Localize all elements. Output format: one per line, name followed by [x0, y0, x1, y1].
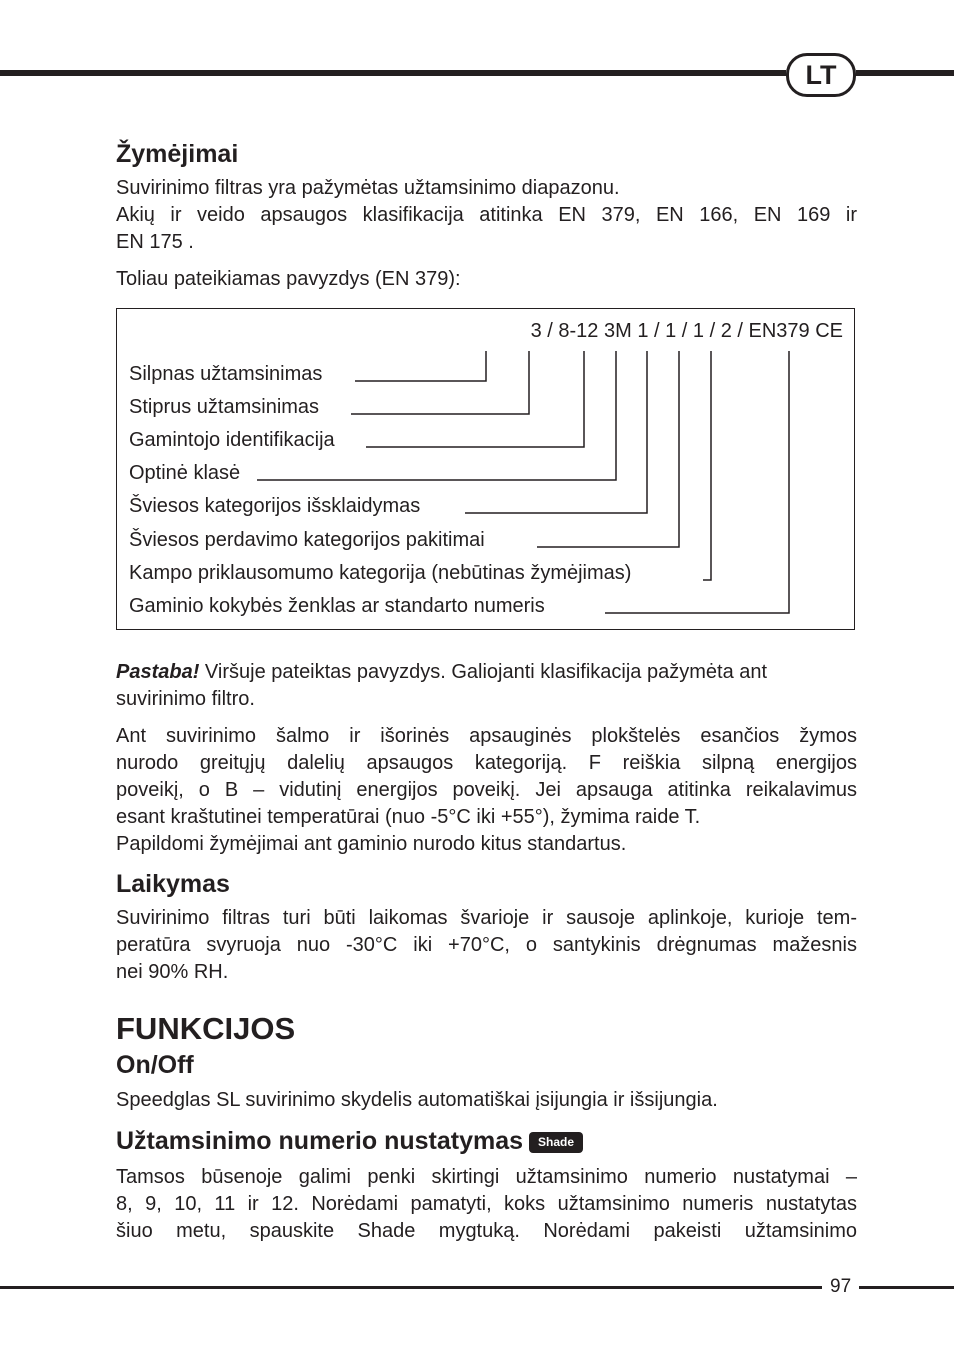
- label-diffusion-category: Šviesos kategorijos išsklaidymas: [129, 495, 421, 517]
- para-line-4: esant kraštutinei temperatūrai (nuo -5°C iki +55°), žymima raide T.: [116, 806, 701, 828]
- storage-line-1: Suvirinimo filtras turi būti laikomas švarioje ir sausoje aplinkoje, kurioje tem-: [116, 907, 857, 929]
- leader-line-2: [351, 351, 529, 414]
- shade-line-1: Tamsos būsenoje galimi penki skirtingi užtamsinimo numerio nustatymai –: [116, 1166, 857, 1188]
- note-label: Pastaba!: [116, 661, 200, 683]
- note-text: Viršuje pateiktas pavyzdys. Galiojanti klasifikacija pažymėta ant: [199, 661, 768, 683]
- para-line-1: Ant suvirinimo šalmo ir išorinės apsauginės plokštelės esančios žymos: [116, 725, 857, 747]
- leader-line-7: [703, 351, 711, 580]
- section-title-markings: Žymėjimai: [116, 140, 239, 168]
- storage-line-2: peratūra svyruoja nuo -30°C iki +70°C, o santykinis drėgnumas mažesnis: [116, 934, 857, 956]
- label-strong-shade: Stiprus užtamsinimas: [129, 396, 320, 418]
- section-title-functions: FUNKCIJOS: [116, 1011, 296, 1046]
- header-rule-right: [856, 70, 954, 76]
- label-weak-shade: Silpnas užtamsinimas: [129, 363, 323, 385]
- para-line-2: nurodo greitųjų dalelių apsaugos kategoriją. F reiškia silpną energijos: [116, 752, 857, 774]
- label-manufacturer-id: Gamintojo identifikacija: [129, 429, 335, 451]
- header-rule-left: [0, 70, 786, 76]
- subsection-title-onoff: On/Off: [116, 1051, 194, 1079]
- label-optical-class: Optinė klasė: [129, 462, 241, 484]
- onoff-text: Speedglas SL suvirinimo skydelis automatiškai įsijungia ir išsijungia.: [116, 1089, 718, 1111]
- leader-line-3: [366, 351, 584, 447]
- note-line-2: suvirinimo filtro.: [116, 688, 255, 710]
- leader-line-6: [537, 351, 679, 547]
- page-number: 97: [822, 1276, 859, 1298]
- footer-rule: [0, 1286, 954, 1289]
- label-angle-dependence: Kampo priklausomumo kategorija (nebūtinas žymėjimas): [129, 562, 632, 584]
- label-transmittance-variation: Šviesos perdavimo kategorijos pakitimai: [129, 529, 485, 551]
- shade-line-2: 8, 9, 10, 11 ir 12. Norėdami pamatyti, koks užtamsinimo numeris nustatytas: [116, 1193, 857, 1215]
- markings-line-1: Suvirinimo filtras yra pažymėtas užtamsinimo diapazonu.: [116, 177, 620, 199]
- markings-line-2: Akių ir veido apsaugos klasifikacija atitinka EN 379, EN 166, EN 169 ir: [116, 204, 857, 226]
- para-line-3: poveikį, o B – vidutinį energijos poveikį. Jei apsauga atitinka reikalavimus: [116, 779, 857, 801]
- classification-diagram: [116, 308, 855, 630]
- section-title-storage: Laikymas: [116, 870, 230, 898]
- leader-line-5: [465, 351, 647, 513]
- language-code: LT: [805, 59, 837, 90]
- para-line-5: Papildomi žymėjimai ant gaminio nurodo kitus standartus.: [116, 833, 627, 855]
- storage-line-3: nei 90% RH.: [116, 961, 229, 983]
- example-intro: Toliau pateikiamas pavyzdys (EN 379):: [116, 268, 461, 290]
- label-quality-mark: Gaminio kokybės ženklas ar standarto numeris: [129, 595, 545, 617]
- subsection-title-shade: [116, 1126, 583, 1156]
- language-badge: [786, 53, 856, 97]
- classification-code: 3 / 8-12 3M 1 / 1 / 1 / 2 / EN379 CE: [530, 320, 843, 342]
- leader-line-1: [355, 351, 486, 381]
- shade-line-3: šiuo metu, spauskite Shade mygtuką. Norėdami pakeisti užtamsinimo: [116, 1220, 857, 1242]
- note-line-1: [116, 659, 857, 686]
- markings-line-3: EN 175 .: [116, 231, 194, 253]
- shade-button-icon: Shade: [529, 1132, 583, 1153]
- shade-title-text: Užtamsinimo numerio nustatymas: [116, 1127, 524, 1155]
